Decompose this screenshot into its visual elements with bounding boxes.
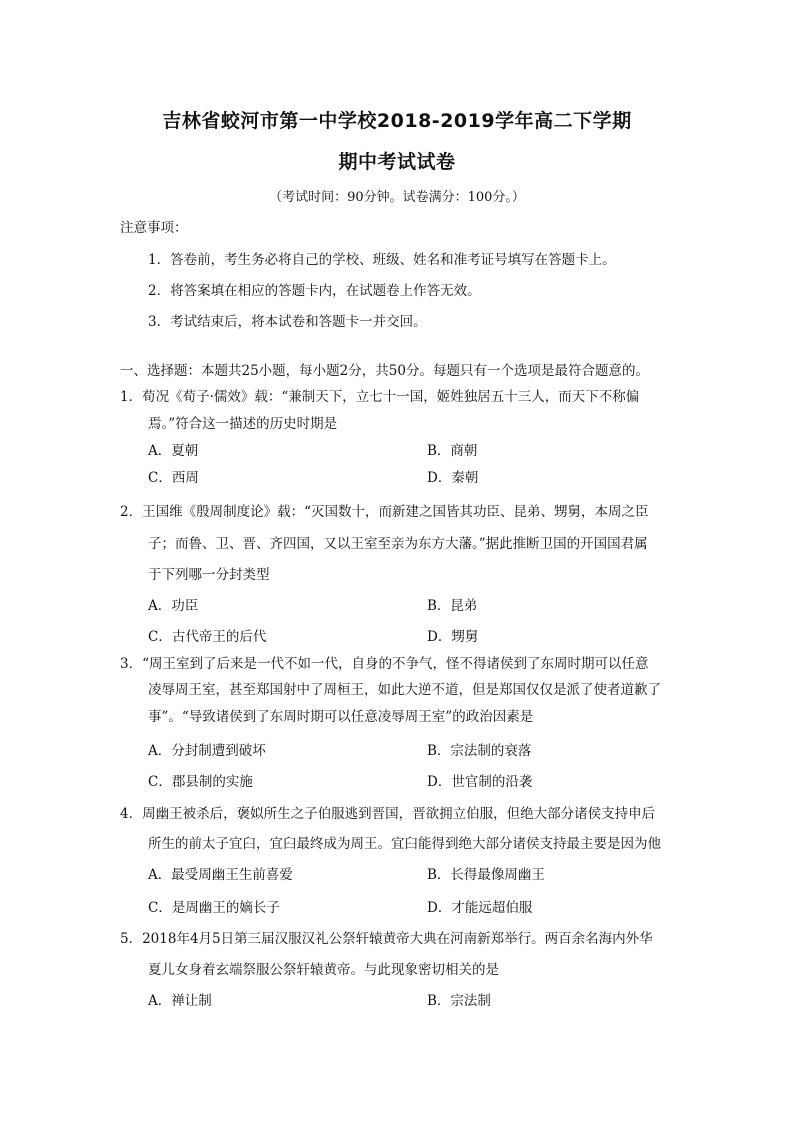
question-1-option-c: C．西周: [148, 470, 199, 486]
question-2-line-1: 2．王国维《殷周制度论》载：“灭国数十，而新建之国皆其功臣、昆弟、甥舅，本周之臣: [120, 504, 649, 520]
question-1-option-a: A．夏朝: [148, 443, 199, 459]
question-2-option-c: C．古代帝王的后代: [148, 629, 267, 645]
question-2-option-d: D．甥舅: [427, 629, 479, 645]
question-4-line-2: 所生的前太子宜臼，宜臼最终成为周王。宜臼能得到绝大部分诸侯支持最主要是因为他: [148, 836, 661, 852]
section-heading: 一、选择题：本题共25小题，每小题2分，共50分。每题只有一个选项是最符合题意的。: [120, 363, 649, 379]
question-1-line-2: 焉。”符合这一描述的历史时期是: [148, 416, 338, 432]
question-3-option-d: D．世官制的沿袭: [427, 774, 533, 790]
question-3-line-1: 3．“周王室到了后来是一代不如一代，自身的不争气，怪不得诸侯到了东周时期可以任意: [120, 656, 649, 672]
question-4-option-a: A．最受周幽王生前喜爱: [148, 867, 293, 883]
question-2-option-a: A．功臣: [148, 598, 199, 614]
question-4-option-c: C．是周幽王的嫡长子: [148, 900, 280, 916]
exam-info: （考试时间：90分钟。试卷满分：100分。）: [269, 190, 525, 205]
question-3-line-3: 事”。“导致诸侯到了东周时期可以任意凌辱周王室”的政治因素是: [148, 709, 534, 725]
question-5-option-b: B．宗法制: [427, 993, 491, 1009]
question-4-option-d: D．才能远超伯服: [427, 900, 533, 916]
question-3-option-a: A．分封制遭到破坏: [148, 743, 266, 759]
question-2-option-b: B．昆弟: [427, 598, 478, 614]
notes-heading: 注意事项：: [120, 220, 188, 236]
question-3-option-c: C．郡县制的实施: [148, 774, 253, 790]
exam-title-line1: 吉林省蛟河市第一中学校2018-2019学年高二下学期: [162, 110, 632, 132]
note-item: 3．考试结束后，将本试卷和答题卡一并交回。: [148, 314, 427, 330]
question-4-option-b: B．长得最像周幽王: [427, 867, 545, 883]
question-1-line-1: 1．荀况《荀子·儒效》载：“兼制天下，立七十一国，姬姓独居五十三人，而天下不称偏: [120, 389, 640, 405]
question-3-option-b: B．宗法制的衰落: [427, 743, 532, 759]
question-5-option-a: A．禅让制: [148, 993, 212, 1009]
question-2-line-3: 于下列哪一分封类型: [148, 567, 270, 583]
question-1-option-d: D．秦朝: [427, 470, 479, 486]
note-item: 2．将答案填在相应的答题卡内，在试题卷上作答无效。: [148, 283, 481, 299]
question-5-line-1: 5．2018年4月5日第三届汉服汉礼公祭轩辕黄帝大典在河南新郑举行。两百余名海内外华: [120, 931, 653, 947]
question-5-line-2: 夏儿女身着玄端祭服公祭轩辕黄帝。与此现象密切相关的是: [148, 962, 499, 978]
note-item: 1．答卷前，考生务必将自己的学校、班级、姓名和准考证号填写在答题卡上。: [148, 252, 616, 268]
question-4-line-1: 4．周幽王被杀后，褒姒所生之子伯服逃到晋国，晋欲拥立伯服，但绝大部分诸侯支持申后: [120, 806, 656, 822]
question-2-line-2: 子；而鲁、卫、晋、齐四国，又以王室至亲为东方大藩。”据此推断卫国的开国国君属: [148, 536, 648, 552]
question-3-line-2: 凌辱周王室，甚至郑国射中了周桓王，如此大逆不道，但是郑国仅仅是派了使者道歉了: [148, 682, 661, 698]
exam-title-line2: 期中考试试卷: [338, 151, 456, 173]
question-1-option-b: B．商朝: [427, 443, 478, 459]
